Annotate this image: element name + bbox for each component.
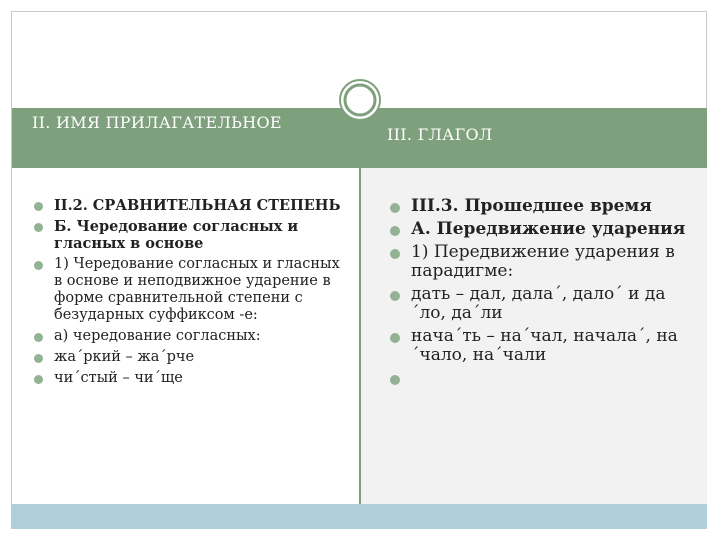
footer-band	[12, 504, 707, 529]
list-item	[32, 218, 347, 252]
list-item-text: жа´ркий – жа´рче	[54, 349, 195, 365]
list-item	[387, 285, 692, 323]
bullet-icon	[390, 333, 400, 343]
list-item-text: Б. Чередование согласных и гласных в основе	[54, 218, 299, 252]
list-item	[32, 370, 347, 387]
list-item-text: III.3. Прошедшее время	[411, 196, 652, 216]
list-item-text: а) чередование согласных:	[54, 328, 261, 344]
right-bullet-list	[387, 197, 692, 392]
list-item-text: чи´стый – чи´ще	[54, 370, 183, 386]
bullet-icon	[34, 333, 43, 342]
list-item	[32, 349, 347, 366]
list-item	[32, 328, 347, 345]
bullet-icon	[390, 375, 400, 385]
header-right-title: III. ГЛАГОЛ	[387, 125, 493, 144]
bullet-icon	[390, 203, 400, 213]
bullet-icon	[34, 261, 43, 270]
bullet-icon	[34, 202, 43, 211]
bullet-icon	[390, 226, 400, 236]
list-item-text: 1) Передвижение ударения в парадигме:	[411, 242, 675, 281]
list-item-text: нача´ть – на´чал, начала´, на´чало, на´чали	[411, 326, 678, 365]
circle-ornament-icon	[338, 78, 382, 122]
list-item	[387, 369, 692, 388]
list-item	[387, 220, 692, 239]
list-item-text: II.2. СРАВНИТЕЛЬНАЯ СТЕПЕНЬ	[54, 197, 341, 214]
bullet-icon	[390, 291, 400, 301]
list-item	[387, 243, 692, 281]
list-item	[387, 327, 692, 365]
bullet-icon	[34, 354, 43, 363]
bullet-icon	[390, 249, 400, 259]
left-bullet-list	[32, 197, 347, 391]
bullet-icon	[34, 223, 43, 232]
list-item	[387, 197, 692, 216]
header-left-title: II. ИМЯ ПРИЛАГАТЕЛЬНОЕ	[32, 113, 282, 132]
list-item-text: 1) Чередование согласных и гласных в основе и неподвижное ударение в форме сравнительной степени с безударных суффиксом -е:	[54, 256, 340, 323]
list-item	[32, 256, 347, 324]
list-item-text: дать – дал, дала´, дало´ и да´ло, да´ли	[411, 284, 666, 323]
list-item	[32, 197, 347, 214]
list-item-text: А. Передвижение ударения	[411, 219, 686, 239]
column-divider	[359, 168, 361, 504]
bullet-icon	[34, 375, 43, 384]
